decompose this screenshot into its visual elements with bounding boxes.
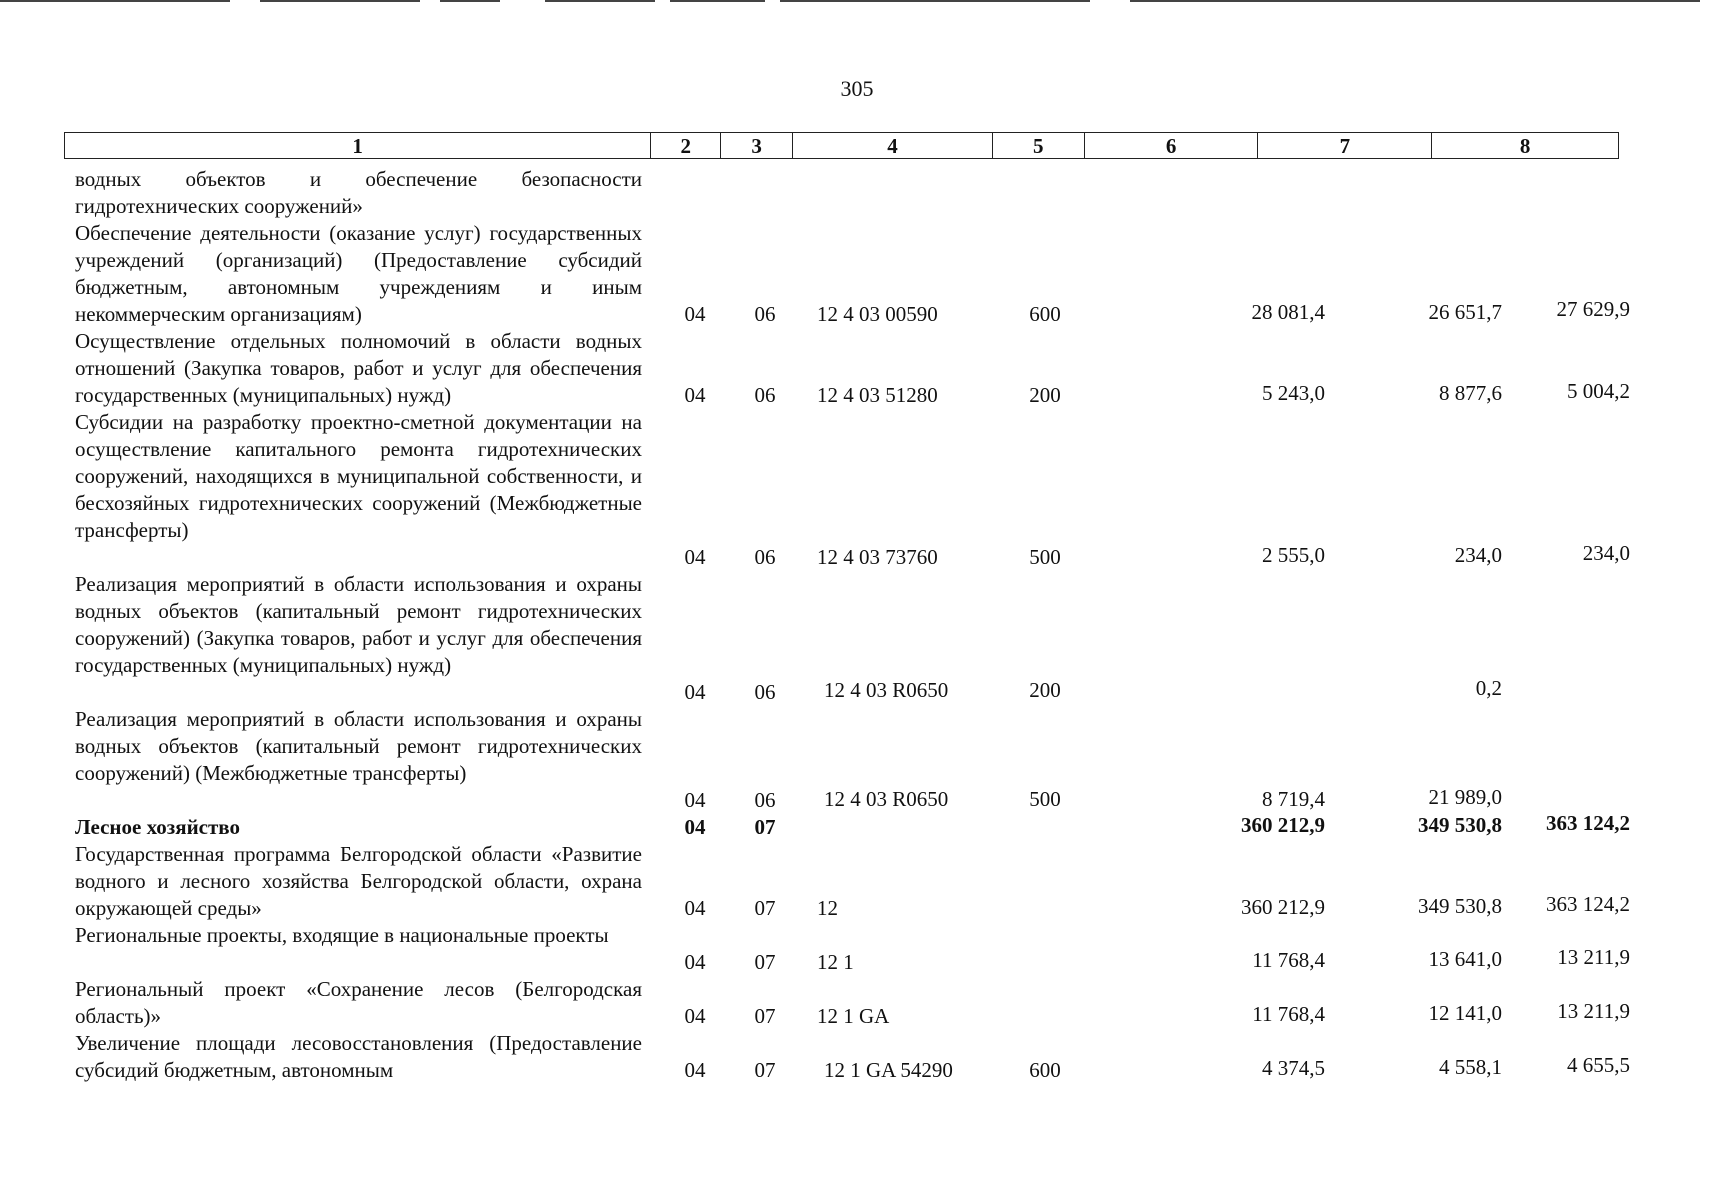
cell-section: 04 (684, 815, 706, 839)
page-number: 305 (840, 76, 874, 101)
header-col-6: 6 (1085, 133, 1259, 158)
scan-edge-line (260, 0, 420, 2)
cell-amount-col8: 5 004,2 (1567, 379, 1630, 403)
header-col-5: 5 (993, 133, 1085, 158)
cell-expense-type: 600 (1029, 1058, 1061, 1082)
cell-section: 04 (684, 788, 706, 812)
row-description: Государственная программа Белгородской области «Развитие водного и лесного хозяйства Белгородской области, охрана окружающей среды» (75, 842, 642, 920)
table-row (75, 811, 1630, 841)
row-description: Обеспечение деятельности (оказание услуг) государственных учреждений (организаций) (Предоставление субсидий бюджетным, автономным учреждениям и иным некоммерческим организациям) (75, 221, 642, 326)
cell-amount-col7: 4 558,1 (1439, 1055, 1502, 1079)
cell-amount-col8: 234,0 (1582, 541, 1630, 565)
cell-target-item: 12 1 (817, 950, 854, 974)
cell-target-item: 12 4 03 73760 (817, 545, 938, 569)
cell-section: 04 (684, 680, 706, 704)
row-description: Региональный проект «Сохранение лесов (Белгородская область)» (75, 977, 642, 1028)
cell-subsection: 07 (754, 950, 776, 974)
cell-amount-col8: 13 211,9 (1557, 945, 1630, 969)
cell-subsection: 06 (754, 302, 776, 326)
table-header (64, 132, 1619, 159)
table-row (75, 706, 1620, 814)
cell-subsection: 07 (754, 896, 776, 920)
table-row (75, 1030, 1630, 1084)
cell-subsection: 06 (754, 788, 776, 812)
row-description: Увеличение площади лесовосстановления (Предоставление субсидий бюджетным, автономным (75, 1031, 642, 1082)
cell-amount-col6: 11 768,4 (1252, 1002, 1325, 1026)
table-row (75, 328, 1630, 409)
row-description: Региональные проекты, входящие в национальные проекты (75, 923, 609, 947)
scan-edge-line (545, 0, 655, 2)
cell-amount-col8: 363 124,2 (1546, 811, 1630, 835)
row-description: Лесное хозяйство (75, 815, 241, 839)
cell-expense-type: 500 (1029, 545, 1061, 569)
header-col-2: 2 (651, 133, 721, 158)
table-row (75, 220, 1630, 328)
cell-amount-col6: 28 081,4 (1251, 300, 1325, 324)
scan-edge-line (780, 0, 1090, 2)
cell-amount-col7: 0,2 (1475, 676, 1502, 700)
cell-amount-col6: 11 768,4 (1252, 948, 1325, 972)
cell-amount-col7: 13 641,0 (1428, 947, 1502, 971)
cell-amount-col6: 360 212,9 (1241, 813, 1325, 837)
table-row (75, 841, 1630, 922)
row-description: водных объектов и обеспечение безопасности гидротехнических сооружений» (75, 167, 642, 218)
cell-target-item: 12 4 03 R0650 (824, 787, 949, 811)
scan-edge-line (1130, 0, 1700, 2)
cell-section: 04 (684, 896, 706, 920)
table-row (75, 922, 1630, 976)
cell-amount-col6: 4 374,5 (1262, 1056, 1325, 1080)
cell-target-item: 12 4 03 R0650 (824, 678, 949, 702)
cell-amount-col8: 363 124,2 (1546, 892, 1630, 916)
scan-edge-line (0, 0, 230, 2)
header-col-4: 4 (793, 133, 993, 158)
cell-amount-col7: 349 530,8 (1418, 894, 1502, 918)
row-description: Осуществление отдельных полномочий в области водных отношений (Закупка товаров, работ и услуг для обеспечения государственных (муниципальных) нужд) (75, 329, 642, 407)
cell-section: 04 (684, 950, 706, 974)
cell-subsection: 07 (754, 815, 776, 839)
header-col-3: 3 (721, 133, 793, 158)
cell-amount-col8: 4 655,5 (1567, 1053, 1630, 1077)
table-row (75, 166, 1620, 220)
cell-subsection: 06 (754, 383, 776, 407)
cell-amount-col6: 5 243,0 (1262, 381, 1325, 405)
cell-section: 04 (684, 545, 706, 569)
cell-amount-col7: 8 877,6 (1439, 381, 1502, 405)
cell-section: 04 (684, 302, 706, 326)
cell-amount-col8: 13 211,9 (1557, 999, 1630, 1023)
cell-target-item: 12 4 03 00590 (817, 302, 938, 326)
cell-target-item: 12 1 GA 54290 (824, 1058, 953, 1082)
cell-amount-col7: 234,0 (1454, 543, 1502, 567)
cell-expense-type: 200 (1029, 383, 1061, 407)
cell-subsection: 06 (754, 680, 776, 704)
cell-amount-col8: 27 629,9 (1556, 297, 1630, 321)
cell-amount-col7: 26 651,7 (1428, 300, 1502, 324)
cell-target-item: 12 (817, 896, 838, 920)
cell-section: 04 (684, 1004, 706, 1028)
table-row (75, 976, 1630, 1030)
cell-amount-col6: 8 719,4 (1262, 787, 1325, 811)
cell-section: 04 (684, 383, 706, 407)
cell-expense-type: 600 (1029, 302, 1061, 326)
cell-expense-type: 500 (1029, 787, 1061, 811)
row-description: Реализация мероприятий в области использования и охраны водных объектов (капитальный ремонт гидротехнических сооружений) (Межбюджетные трансферты) (75, 707, 642, 785)
table-row (75, 409, 1630, 571)
cell-amount-col6: 360 212,9 (1241, 895, 1325, 919)
cell-target-item: 12 1 GA (817, 1004, 890, 1028)
cell-subsection: 06 (754, 545, 776, 569)
cell-section: 04 (684, 1058, 706, 1082)
cell-expense-type: 200 (1029, 678, 1061, 702)
header-col-8: 8 (1519, 134, 1531, 158)
scan-edge-line (670, 0, 765, 2)
cell-subsection: 07 (754, 1004, 776, 1028)
cell-amount-col7: 12 141,0 (1428, 1001, 1502, 1025)
cell-amount-col7: 349 530,8 (1418, 813, 1502, 837)
cell-amount-col6: 2 555,0 (1262, 543, 1325, 567)
scan-edge-line (440, 0, 500, 2)
cell-subsection: 07 (754, 1058, 776, 1082)
row-description: Реализация мероприятий в области использования и охраны водных объектов (капитальный ремонт гидротехнических сооружений) (Закупка товаров, работ и услуг для обеспечения государственных (муниципальных) нужд) (75, 572, 642, 677)
header-col-7: 7 (1258, 133, 1432, 158)
row-description: Субсидии на разработку проектно-сметной документации на осуществление капитального ремонта гидротехнических сооружений, находящихся в муниципальной собственности, и бесхозяйных гидротехнических сооружений (Межбюджетные трансферты) (75, 410, 642, 542)
table-row (75, 571, 1620, 706)
cell-amount-col7: 21 989,0 (1428, 785, 1502, 809)
header-col-1: 1 (65, 133, 651, 158)
cell-target-item: 12 4 03 51280 (817, 383, 938, 407)
